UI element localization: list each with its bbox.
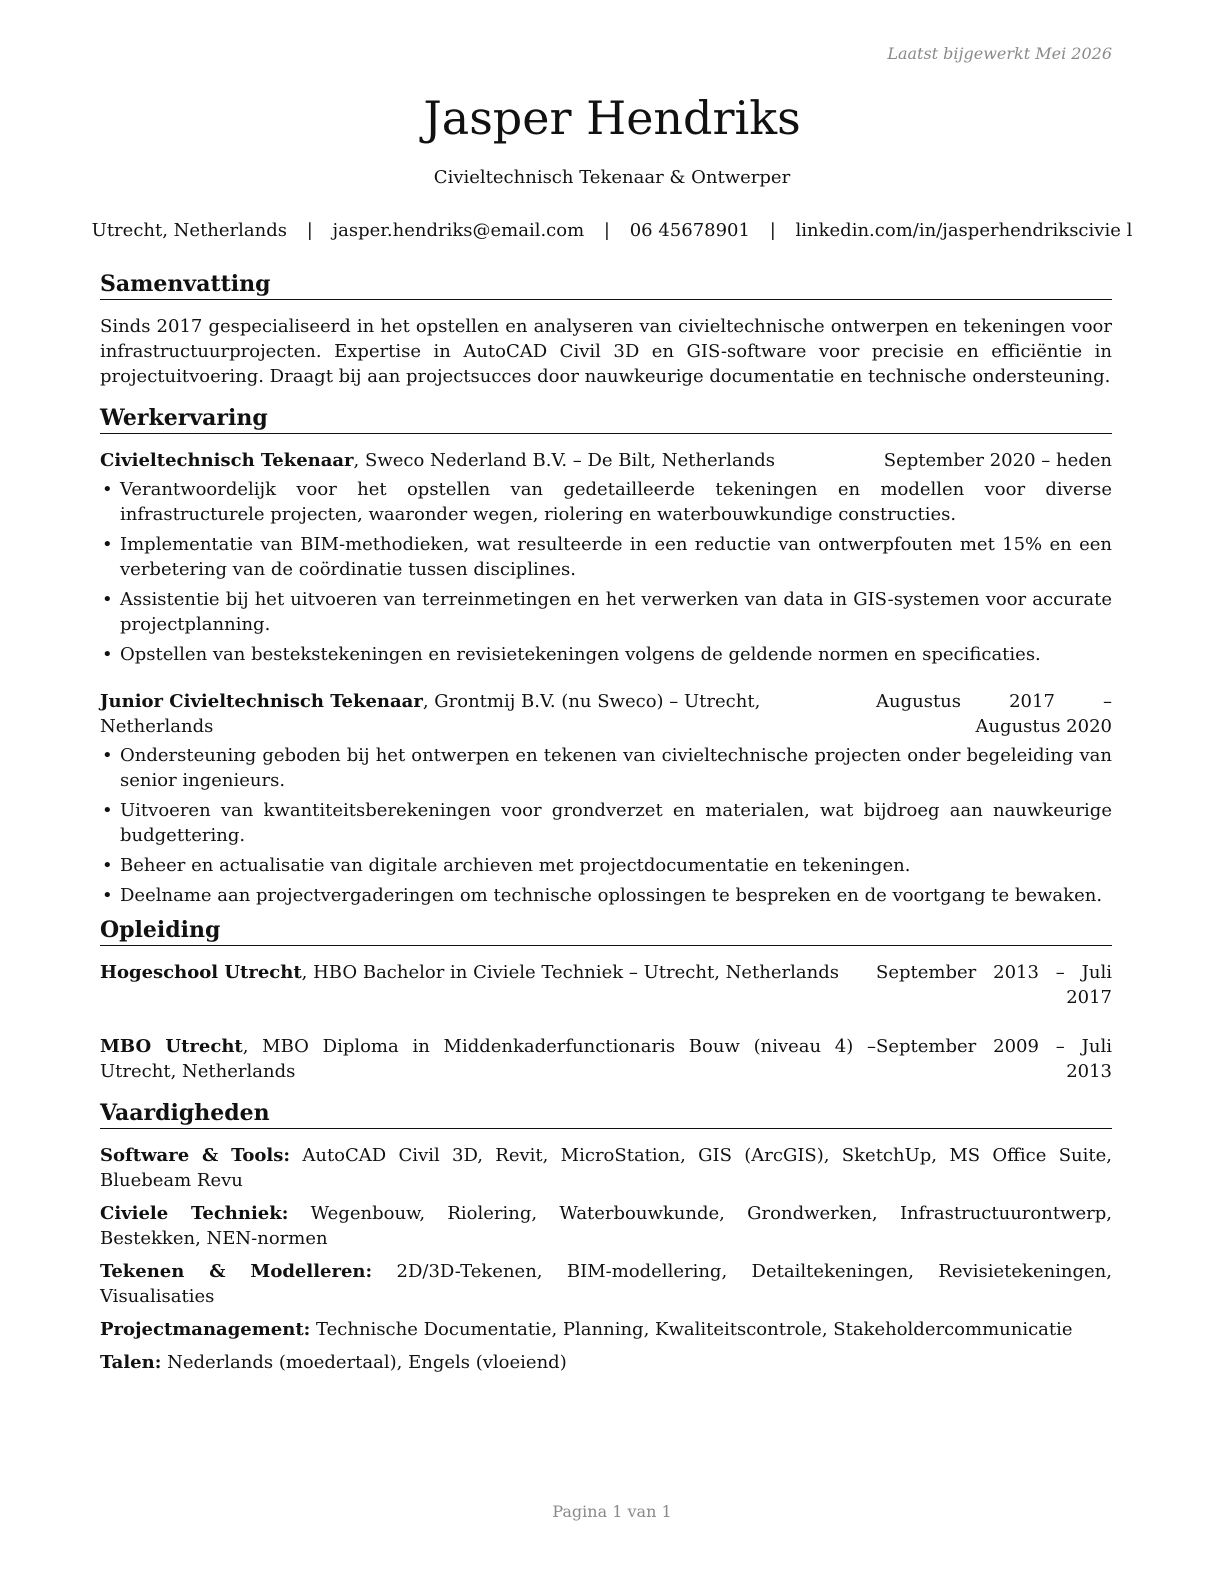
skills-section bbox=[100, 1099, 1112, 1383]
job-bullets bbox=[100, 477, 1112, 667]
contact-separator: | bbox=[603, 220, 610, 241]
education-dates: September 2013 – Juli 2017 bbox=[876, 962, 1112, 1008]
skill-label: Software & Tools: bbox=[100, 1145, 291, 1166]
education-school: MBO Utrecht bbox=[100, 1036, 243, 1057]
job-bullet: • Uitvoeren van kwantiteitsberekeningen voor grondverzet en materialen, wat bijdroeg aan nauwkeurige budgettering. bbox=[100, 798, 1112, 848]
job-entry bbox=[100, 689, 1112, 908]
section-heading: Vaardigheden bbox=[100, 1099, 1112, 1129]
job-bullet: • Opstellen van bestekstekeningen en revisietekeningen volgens de geldende normen en specificaties. bbox=[100, 642, 1112, 667]
education-line bbox=[100, 960, 876, 1010]
skill-row bbox=[100, 1143, 1112, 1193]
candidate-name: Jasper Hendriks bbox=[423, 91, 801, 145]
skill-label: Talen: bbox=[100, 1352, 162, 1373]
education-entry bbox=[100, 1034, 1112, 1084]
education-school: Hogeschool Utrecht bbox=[100, 962, 302, 983]
experience-section bbox=[100, 404, 1112, 913]
job-header bbox=[100, 689, 1112, 739]
summary-section bbox=[100, 270, 1112, 389]
last-updated: Laatst bijgewerkt Mei 2026 bbox=[887, 44, 1112, 63]
job-role: Civieltechnisch Tekenaar bbox=[100, 450, 354, 471]
skills-list bbox=[100, 1143, 1112, 1375]
education-detail: , MBO Diploma in Middenkaderfunctionaris Bouw (niveau 4) – Utrecht, Netherlands bbox=[100, 1036, 876, 1082]
education-entry bbox=[100, 960, 1112, 1010]
skill-label: Projectmanagement: bbox=[100, 1319, 311, 1340]
page-number: Pagina 1 van 1 bbox=[552, 1502, 672, 1521]
education-section bbox=[100, 916, 1112, 1084]
skill-value: Wegenbouw, Riolering, Waterbouwkunde, Grondwerken, Infrastructuurontwerp, Bestekken, NEN-normen bbox=[100, 1203, 1112, 1249]
skill-value: 2D/3D-Tekenen, BIM-modellering, Detailtekeningen, Revisietekeningen, Visualisaties bbox=[100, 1261, 1112, 1307]
education-line bbox=[100, 1034, 876, 1084]
job-role: Junior Civieltechnisch Tekenaar bbox=[100, 691, 423, 712]
skill-value: Nederlands (moedertaal), Engels (vloeiend) bbox=[161, 1352, 567, 1373]
job-bullet: • Verantwoordelijk voor het opstellen van gedetailleerde tekeningen en modellen voor diverse infrastructurele projecten, waaronder wegen, riolering en waterbouwkundige constructies. bbox=[100, 477, 1112, 527]
contact-linkedin[interactable]: linkedin.com/in/jasperhendrikscivie l bbox=[795, 220, 1133, 241]
skill-label: Civiele Techniek: bbox=[100, 1203, 289, 1224]
education-dates: September 2009 – Juli 2013 bbox=[876, 1036, 1112, 1082]
education-detail: , HBO Bachelor in Civiele Techniek – Utrecht, Netherlands bbox=[301, 962, 839, 983]
contact-phone[interactable]: 06 45678901 bbox=[629, 220, 750, 241]
contact-separator: | bbox=[769, 220, 776, 241]
skill-row bbox=[100, 1350, 1112, 1375]
section-heading: Werkervaring bbox=[100, 404, 1112, 434]
job-bullet: • Implementatie van BIM-methodieken, wat resulteerde in een reductie van ontwerpfouten met 15% en een verbetering van de coördinatie tussen disciplines. bbox=[100, 532, 1112, 582]
skill-label: Tekenen & Modelleren: bbox=[100, 1261, 373, 1282]
summary-text: Sinds 2017 gespecialiseerd in het opstellen en analyseren van civieltechnische ontwerpen en tekeningen voor infrastructuurprojecten. Expertise in AutoCAD Civil 3D en GIS-software voor precisie en efficiëntie in projectuitvoering. Draagt bij aan projectsucces door nauwkeurige documentatie en technische ondersteuning. bbox=[100, 316, 1112, 387]
skill-row bbox=[100, 1259, 1112, 1309]
skill-value: AutoCAD Civil 3D, Revit, MicroStation, GIS (ArcGIS), SketchUp, MS Office Suite, Bluebeam Revu bbox=[100, 1145, 1112, 1191]
job-bullet: • Ondersteuning geboden bij het ontwerpen en tekenen van civieltechnische projecten onder begeleiding van senior ingenieurs. bbox=[100, 743, 1112, 793]
job-org: , Sweco Nederland B.V. – De Bilt, Netherlands bbox=[353, 450, 776, 471]
section-heading: Opleiding bbox=[100, 916, 1112, 946]
job-dates: Augustus 2017 – Augustus 2020 bbox=[876, 691, 1112, 737]
job-bullet: • Deelname aan projectvergaderingen om technische oplossingen te bespreken en de voortgang te bewaken. bbox=[100, 883, 1112, 908]
job-bullet: • Assistentie bij het uitvoeren van terreinmetingen en het verwerken van data in GIS-systemen voor accurate projectplanning. bbox=[100, 587, 1112, 637]
contact-location: Utrecht, Netherlands bbox=[91, 220, 287, 241]
job-header bbox=[100, 448, 1112, 473]
skill-row bbox=[100, 1201, 1112, 1251]
contact-separator: | bbox=[306, 220, 313, 241]
job-entry bbox=[100, 448, 1112, 667]
job-dates: September 2020 – heden bbox=[883, 450, 1112, 471]
job-bullet: • Beheer en actualisatie van digitale archieven met projectdocumentatie en tekeningen. bbox=[100, 853, 1112, 878]
job-title-line bbox=[100, 689, 876, 739]
candidate-title: Civieltechnisch Tekenaar & Ontwerper bbox=[433, 167, 791, 188]
contact-email[interactable]: jasper.hendriks@email.com bbox=[332, 220, 585, 241]
skill-value: Technische Documentatie, Planning, Kwaliteitscontrole, Stakeholdercommunicatie bbox=[310, 1319, 1073, 1340]
skill-row bbox=[100, 1317, 1112, 1342]
job-org: , Grontmij B.V. (nu Sweco) – Utrecht, Netherlands bbox=[100, 691, 761, 737]
job-bullets bbox=[100, 743, 1112, 908]
section-heading: Samenvatting bbox=[100, 270, 1112, 300]
job-title-line bbox=[100, 448, 884, 473]
contact-line bbox=[0, 219, 1224, 243]
